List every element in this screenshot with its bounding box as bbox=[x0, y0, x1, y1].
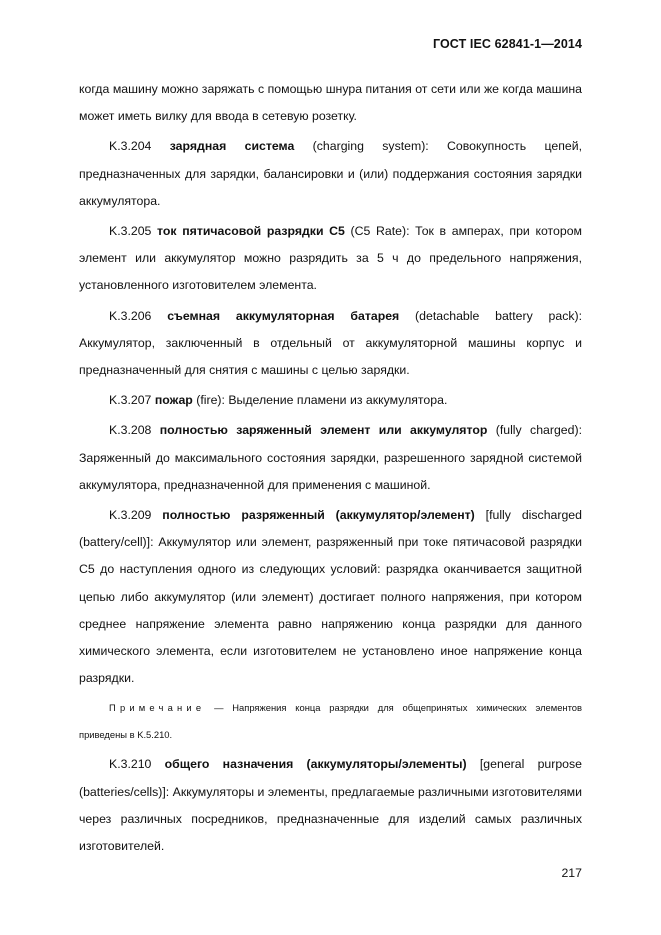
definition-text: (fully charged): Заряженный до максимального состояния зарядки, разрешенного зарядной системой аккумулятора, предназначенной для применения с машиной. bbox=[79, 423, 582, 492]
definition-text: [fully discharged (battery/cell)]: Аккумулятор или элемент, разряженный при токе пятичасовой разрядки С5 до наступления одного из следующих условий: разрядка оканчивается защитной цепью либо аккумулятор (или элемент) достигает полного напряжения, при котором среднее напряжение элемента равно напряжению конца разрядки для данного химического элемента, если изготовителем не установлено иное напряжение конца разрядки. bbox=[79, 508, 582, 686]
clause-number: K.3.205 bbox=[109, 224, 158, 239]
term: зарядная система bbox=[169, 139, 295, 154]
clause-number: K.3.209 bbox=[109, 508, 163, 523]
clause-number: K.3.206 bbox=[109, 308, 168, 323]
term: ток пятичасовой разрядки С5 bbox=[157, 224, 345, 239]
definition-k3204 bbox=[79, 133, 582, 215]
page-number: 217 bbox=[561, 866, 582, 880]
term: пожар bbox=[154, 393, 193, 408]
clause-number: K.3.210 bbox=[109, 757, 165, 772]
clause-number: K.3.204 bbox=[109, 139, 170, 154]
paragraph-continuation: когда машину можно заряжать с помощью шнура питания от сети или же когда машина может иметь вилку для ввода в сетевую розетку. bbox=[79, 82, 582, 124]
definition-k3210 bbox=[79, 751, 582, 860]
standard-header: ГОСТ IEC 62841-1—2014 bbox=[432, 37, 582, 51]
definition-text: (C5 Rate): Ток в амперах, при котором элемент или аккумулятор можно разрядить за 5 ч до предельного напряжения, установленного изготовителем элемента. bbox=[79, 224, 582, 293]
definition-text: [general purpose (batteries/cells)]: Аккумуляторы и элементы, предлагаемые различными изготовителями через различных посредников, предназначенные для изделий самых различных изготовителей. bbox=[79, 757, 583, 854]
definition-text: (detachable battery pack): Аккумулятор, заключенный в отдельный от аккумуляторной машины корпус и предназначенный для снятия с машины с целью зарядки. bbox=[79, 308, 583, 378]
definition-k3205 bbox=[79, 218, 582, 300]
clause-number: K.3.207 bbox=[109, 393, 155, 408]
definition-text: (fire): Выделение пламени из аккумулятора. bbox=[192, 393, 448, 408]
note-text: — Напряжения конца разрядки для общепринятых химических элементов приведены в K.5.210. bbox=[79, 702, 582, 741]
definition-k3209 bbox=[79, 502, 582, 692]
term: полностью разряженный (аккумулятор/элемент) bbox=[162, 508, 475, 523]
definition-text: (charging system): Совокупность цепей, предназначенных для зарядки, балансировки и (или) поддержания состояния зарядки аккумулятора. bbox=[79, 139, 583, 208]
term: полностью заряженный элемент или аккумулятор bbox=[159, 423, 488, 438]
term: съемная аккумуляторная батарея bbox=[167, 308, 400, 323]
definition-k3208 bbox=[79, 417, 582, 499]
definition-k3206 bbox=[79, 303, 582, 385]
clause-number: K.3.208 bbox=[109, 423, 160, 438]
document-body bbox=[79, 76, 582, 860]
note-label: Примечание bbox=[109, 702, 206, 714]
definition-k3207 bbox=[79, 387, 582, 414]
term: общего назначения (аккумуляторы/элементы) bbox=[164, 757, 467, 772]
note bbox=[79, 694, 582, 748]
